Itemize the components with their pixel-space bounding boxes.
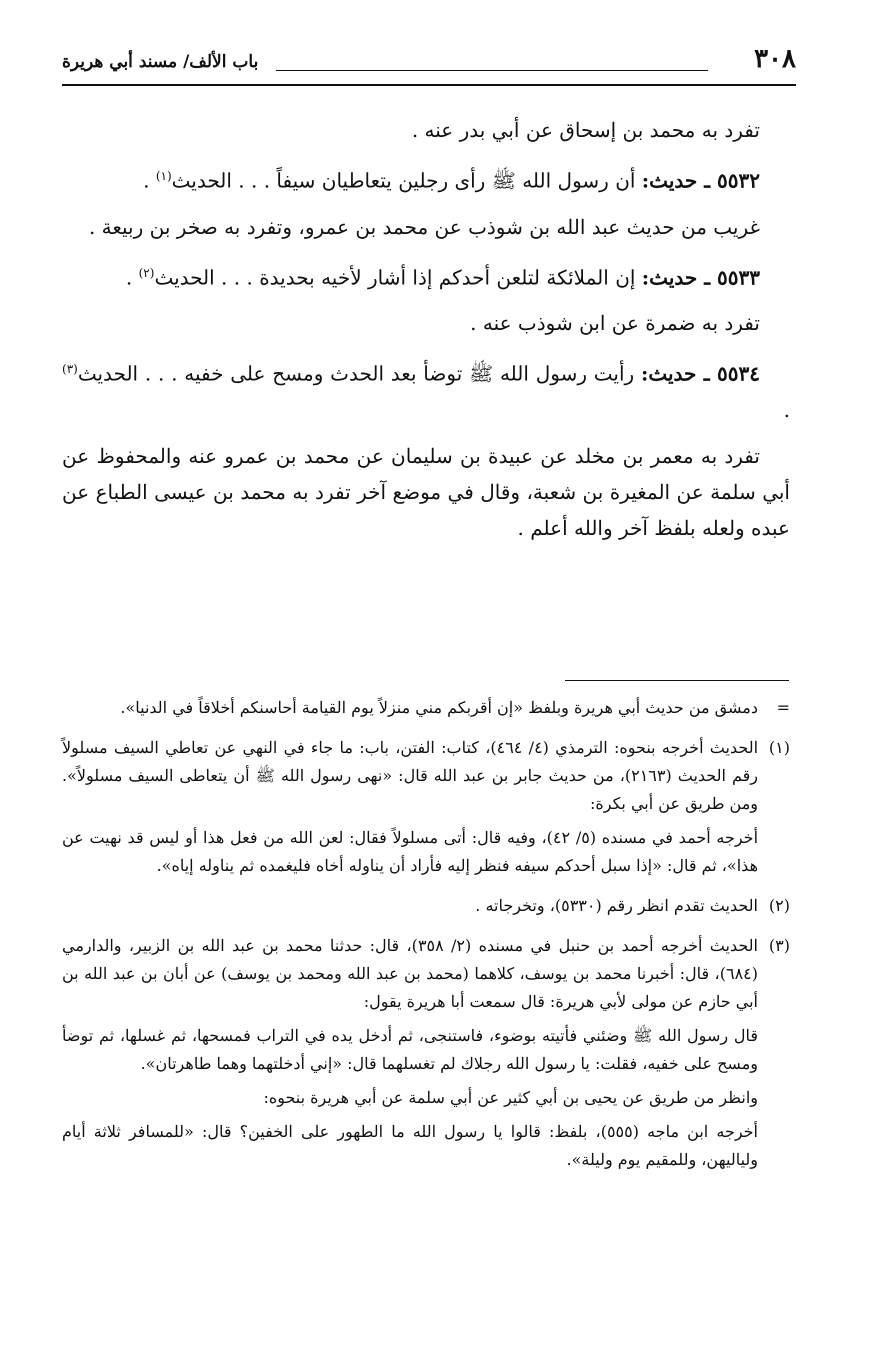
footnote-mark: (٣) (768, 936, 790, 955)
hadith-end: . (125, 265, 139, 290)
hadith-5533 (62, 255, 790, 296)
footnote-text: أخرجه أحمد في مسنده (٥/ ٤٢)، وفيه قال: أتى مسلولاً فقال: لعن الله من فعل هذا أو ليس قد نهيت عن هذا»، ثم قال: «إذا سبل أحدكم سيفه فنظر إليه فأراد أن يناوله أخاه فليغمده ثم يناوله إياه». (62, 828, 759, 875)
page-number: ٣٠٨ (754, 44, 796, 74)
hadith-5532 (62, 158, 790, 199)
footnote-ref: (٢) (138, 265, 155, 280)
footnote-text: الحديث أخرجه بنحوه: الترمذي (٤/ ٤٦٤)، كتاب: الفتن، باب: ما جاء في النهي عن تعاطي السيف مسلولاً رقم الحديث (٢١٦٣)، من حديث جابر بن عبد الله قال: «نهى رسول الله ﷺ أن يتعاطى السيف مسلولاً». ومن طريق عن أبي بكرة: (62, 738, 759, 813)
footnote-3 (62, 932, 790, 1180)
footnote-ref: (١) (155, 169, 172, 183)
hadith-end: . (143, 168, 156, 193)
hadith-number: ٥٥٣٤ ـ حديث: (640, 361, 760, 386)
footnote-text: دمشق من حديث أبي هريرة وبلفظ «إن أقربكم مني منزلاً يوم القيامة أحاسنكم أخلاقاً في الدنيا». (120, 698, 758, 717)
paragraph-4: تفرد به معمر بن مخلد عن عبيدة بن سليمان عن محمد بن عمرو عنه والمحفوظ عن أبي سلمة عن المغيرة بن شعبة، وقال في موضع آخر تفرد به محمد بن عيسى الطباع عن عبده ولعله بلفظ آخر والله أعلم . (62, 443, 790, 540)
footnote-ref: (٣) (62, 362, 78, 377)
footnote-continuation (62, 694, 790, 728)
footnote-text: الحديث تقدم انظر رقم (٥٣٣٠)، وتخرجاته . (475, 896, 758, 915)
footnote-separator (565, 680, 789, 681)
header-rule (62, 84, 796, 86)
footnote-1 (62, 734, 790, 886)
footnote-mark: (١) (768, 738, 790, 757)
hadith-end: . (783, 397, 790, 422)
footnote-text: وانظر من طريق عن يحيى بن أبي كثير عن أبي سلمة عن أبي هريرة بنحوه: (263, 1088, 758, 1107)
footnote-mark: = (776, 698, 790, 717)
running-title: باب الألف/ مسند أبي هريرة (62, 52, 259, 72)
footnote-2 (62, 892, 790, 926)
hadith-text: أن رسول الله ﷺ رأى رجلين يتعاطيان سيفاً . . . الحديث (171, 168, 642, 193)
paragraph-2: غريب من حديث عبد الله بن شوذب عن محمد بن عمرو، وتفرد به صخر بن ربيعة . (88, 214, 760, 239)
hadith-number: ٥٥٣٣ ـ حديث: (641, 265, 760, 290)
main-text (62, 112, 790, 556)
footnote-text: قال رسول الله ﷺ وضئني فأتيته بوضوء، فاستنجى، ثم أدخل يده في التراب فمسحها، ثم غسلها، ثم توضأ ومسح على خفيه، فقلت: يا رسول الله رجلاك لم تغسلهما قال: «إني أدخلتهما وهما طاهرتان». (62, 1026, 759, 1073)
paragraph-1: تفرد به محمد بن إسحاق عن أبي بدر عنه . (411, 118, 760, 142)
page-header (62, 40, 796, 80)
footnotes (62, 694, 790, 1186)
footnote-text: أخرجه ابن ماجه (٥٥٥)، بلفظ: قالوا يا رسول الله ما الطهور على الخفين؟ قال: «للمسافر ثلاثة أيام ولياليهن، وللمقيم يوم وليلة». (62, 1122, 758, 1169)
paragraph-3: تفرد به ضمرة عن ابن شوذب عنه . (470, 311, 760, 336)
hadith-text: رأيت رسول الله ﷺ توضأ بعد الحدث ومسح على خفيه . . . الحديث (77, 361, 641, 386)
hadith-5534 (62, 351, 790, 428)
hadith-text: إن الملائكة لتلعن أحدكم إذا أشار لأخيه بحديدة . . . الحديث (154, 265, 642, 290)
footnote-mark: (٢) (768, 896, 790, 915)
header-underline (276, 70, 708, 71)
footnote-text: الحديث أخرجه أحمد بن حنبل في مسنده (٢/ ٣٥٨)، قال: حدثنا محمد بن عبد الله بن الزبير، والدارمي (٦٨٤)، قال: أخبرنا محمد بن يوسف، كلاهما (محمد بن عبد الله ومحمد بن يوسف) عن أبان بن عبد الله بن أبي حازم عن مولى لأبي هريرة: قال سمعت أبا هريرة يقول: (62, 936, 759, 1011)
hadith-number: ٥٥٣٢ ـ حديث: (641, 168, 760, 193)
